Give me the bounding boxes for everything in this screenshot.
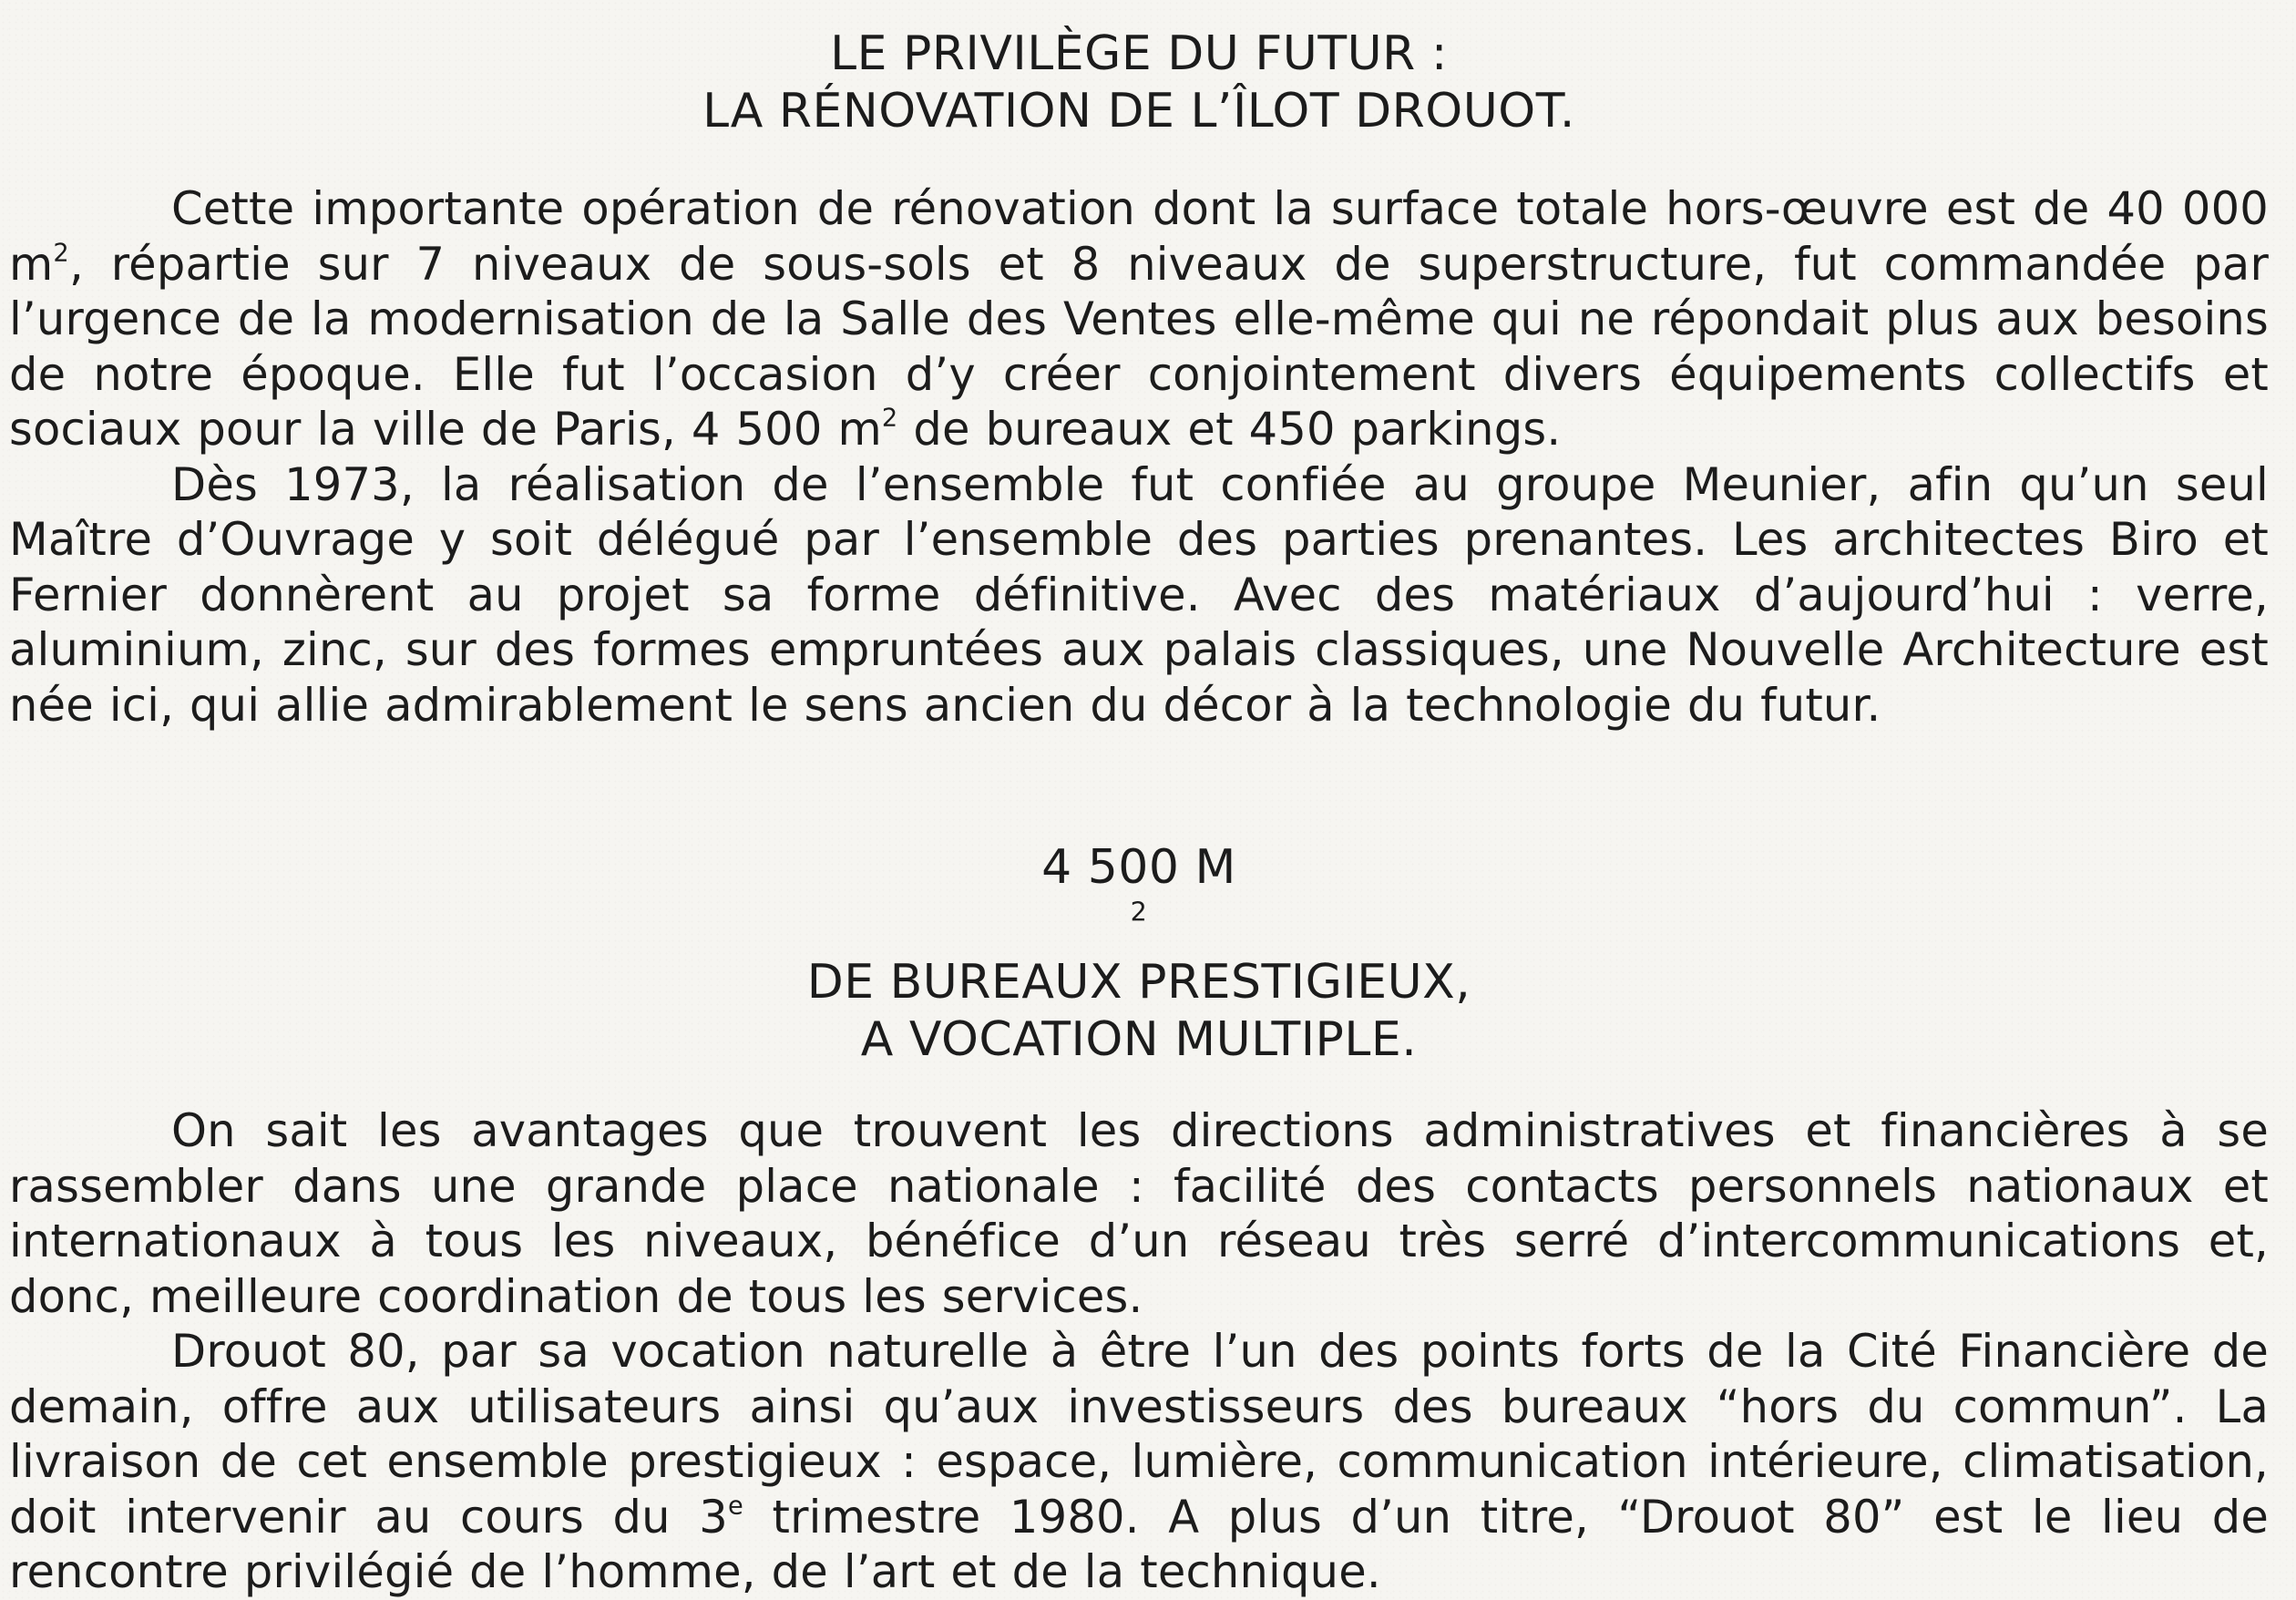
ordinal-superscript: e <box>727 1492 743 1521</box>
squared-superscript: 2 <box>53 239 69 268</box>
section-2-heading-line-1-part-a: 4 500 M <box>1041 840 1236 895</box>
section-1-paragraph-1-part-b: , répartie sur 7 niveaux de sous-sols et 8 niveaux de superstructure, fut commandée par l’urgence de la modernisation de la Salle des Ventes elle-même qui ne répondait plus aux besoins de notre époque. Elle fut l’occasion d’y créer conjointement divers équipements collectifs et sociaux pour la ville de Paris, 4 500 m <box>9 237 2269 456</box>
section-2-paragraph-2-part-a: Drouot 80, par sa vocation naturelle à être l’un des points forts de la Cité Financière de demain, offre aux utilisateurs ainsi qu’aux investisseurs des bureaux “hors du commun”. La livraison de cet ensemble prestigieux : espace, lumière, communication intérieure, climatisation, doit intervenir au cours du 3 <box>9 1325 2269 1544</box>
section-1-heading-line-1: LE PRIVILÈGE DU FUTUR : <box>830 26 1448 81</box>
section-2-heading <box>9 839 2269 1069</box>
section-1-paragraph-2: Dès 1973, la réalisation de l’ensemble fut confiée au groupe Meunier, afin qu’un seul Maître d’Ouvrage y soit délégué par l’ensemble des parties prenantes. Les architectes Biro et Fernier donnèrent au projet sa forme définitive. Avec des matériaux d’aujourd’hui : verre, aluminium, zinc, sur des formes empruntées aux palais classiques, une Nouvelle Architecture est née ici, qui allie admirablement le sens ancien du décor à la technologie du futur. <box>9 457 2269 732</box>
section-2-heading-line-2: A VOCATION MULTIPLE. <box>860 1012 1418 1067</box>
section-2-paragraph-1: On sait les avantages que trouvent les directions administratives et financières à se rassembler dans une grande place nationale : facilité des contacts personnels nationaux et internationaux à tous les niveaux, bénéfice d’un réseau très serré d’intercommunications et, donc, meilleure coordination de tous les services. <box>9 1104 2269 1323</box>
squared-superscript: 2 <box>881 404 898 433</box>
section-2-text <box>9 1103 2269 1600</box>
section-2-heading-line-1-part-b: DE BUREAUX PRESTIGIEUX, <box>806 955 1471 1010</box>
section-1-paragraph-1 <box>9 181 2269 457</box>
section-1-heading <box>9 26 2269 140</box>
document-page <box>9 26 2269 1598</box>
section-2-heading-line-1 <box>9 839 2269 1011</box>
section-1-paragraph-1-part-a: Cette importante opération de rénovation dont la surface totale hors-œuvre est de 40 000 m <box>9 182 2269 291</box>
section-1-paragraph-1-part-c: de bureaux et 450 parkings. <box>897 403 1562 456</box>
squared-superscript: 2 <box>1130 896 1148 928</box>
section-ilot-drouot <box>9 26 2269 733</box>
section-2-paragraph-2-part-b: trimestre 1980. A plus d’un titre, “Drouot 80” est le lieu de rencontre privilégié de l’homme, de l’art et de la technique. <box>9 1490 2269 1598</box>
section-bureaux-prestigieux <box>9 839 2269 1600</box>
section-1-heading-line-2: LA RÉNOVATION DE L’ÎLOT DROUOT. <box>702 84 1575 138</box>
section-2-paragraph-2 <box>9 1324 2269 1600</box>
section-1-text <box>9 181 2269 733</box>
